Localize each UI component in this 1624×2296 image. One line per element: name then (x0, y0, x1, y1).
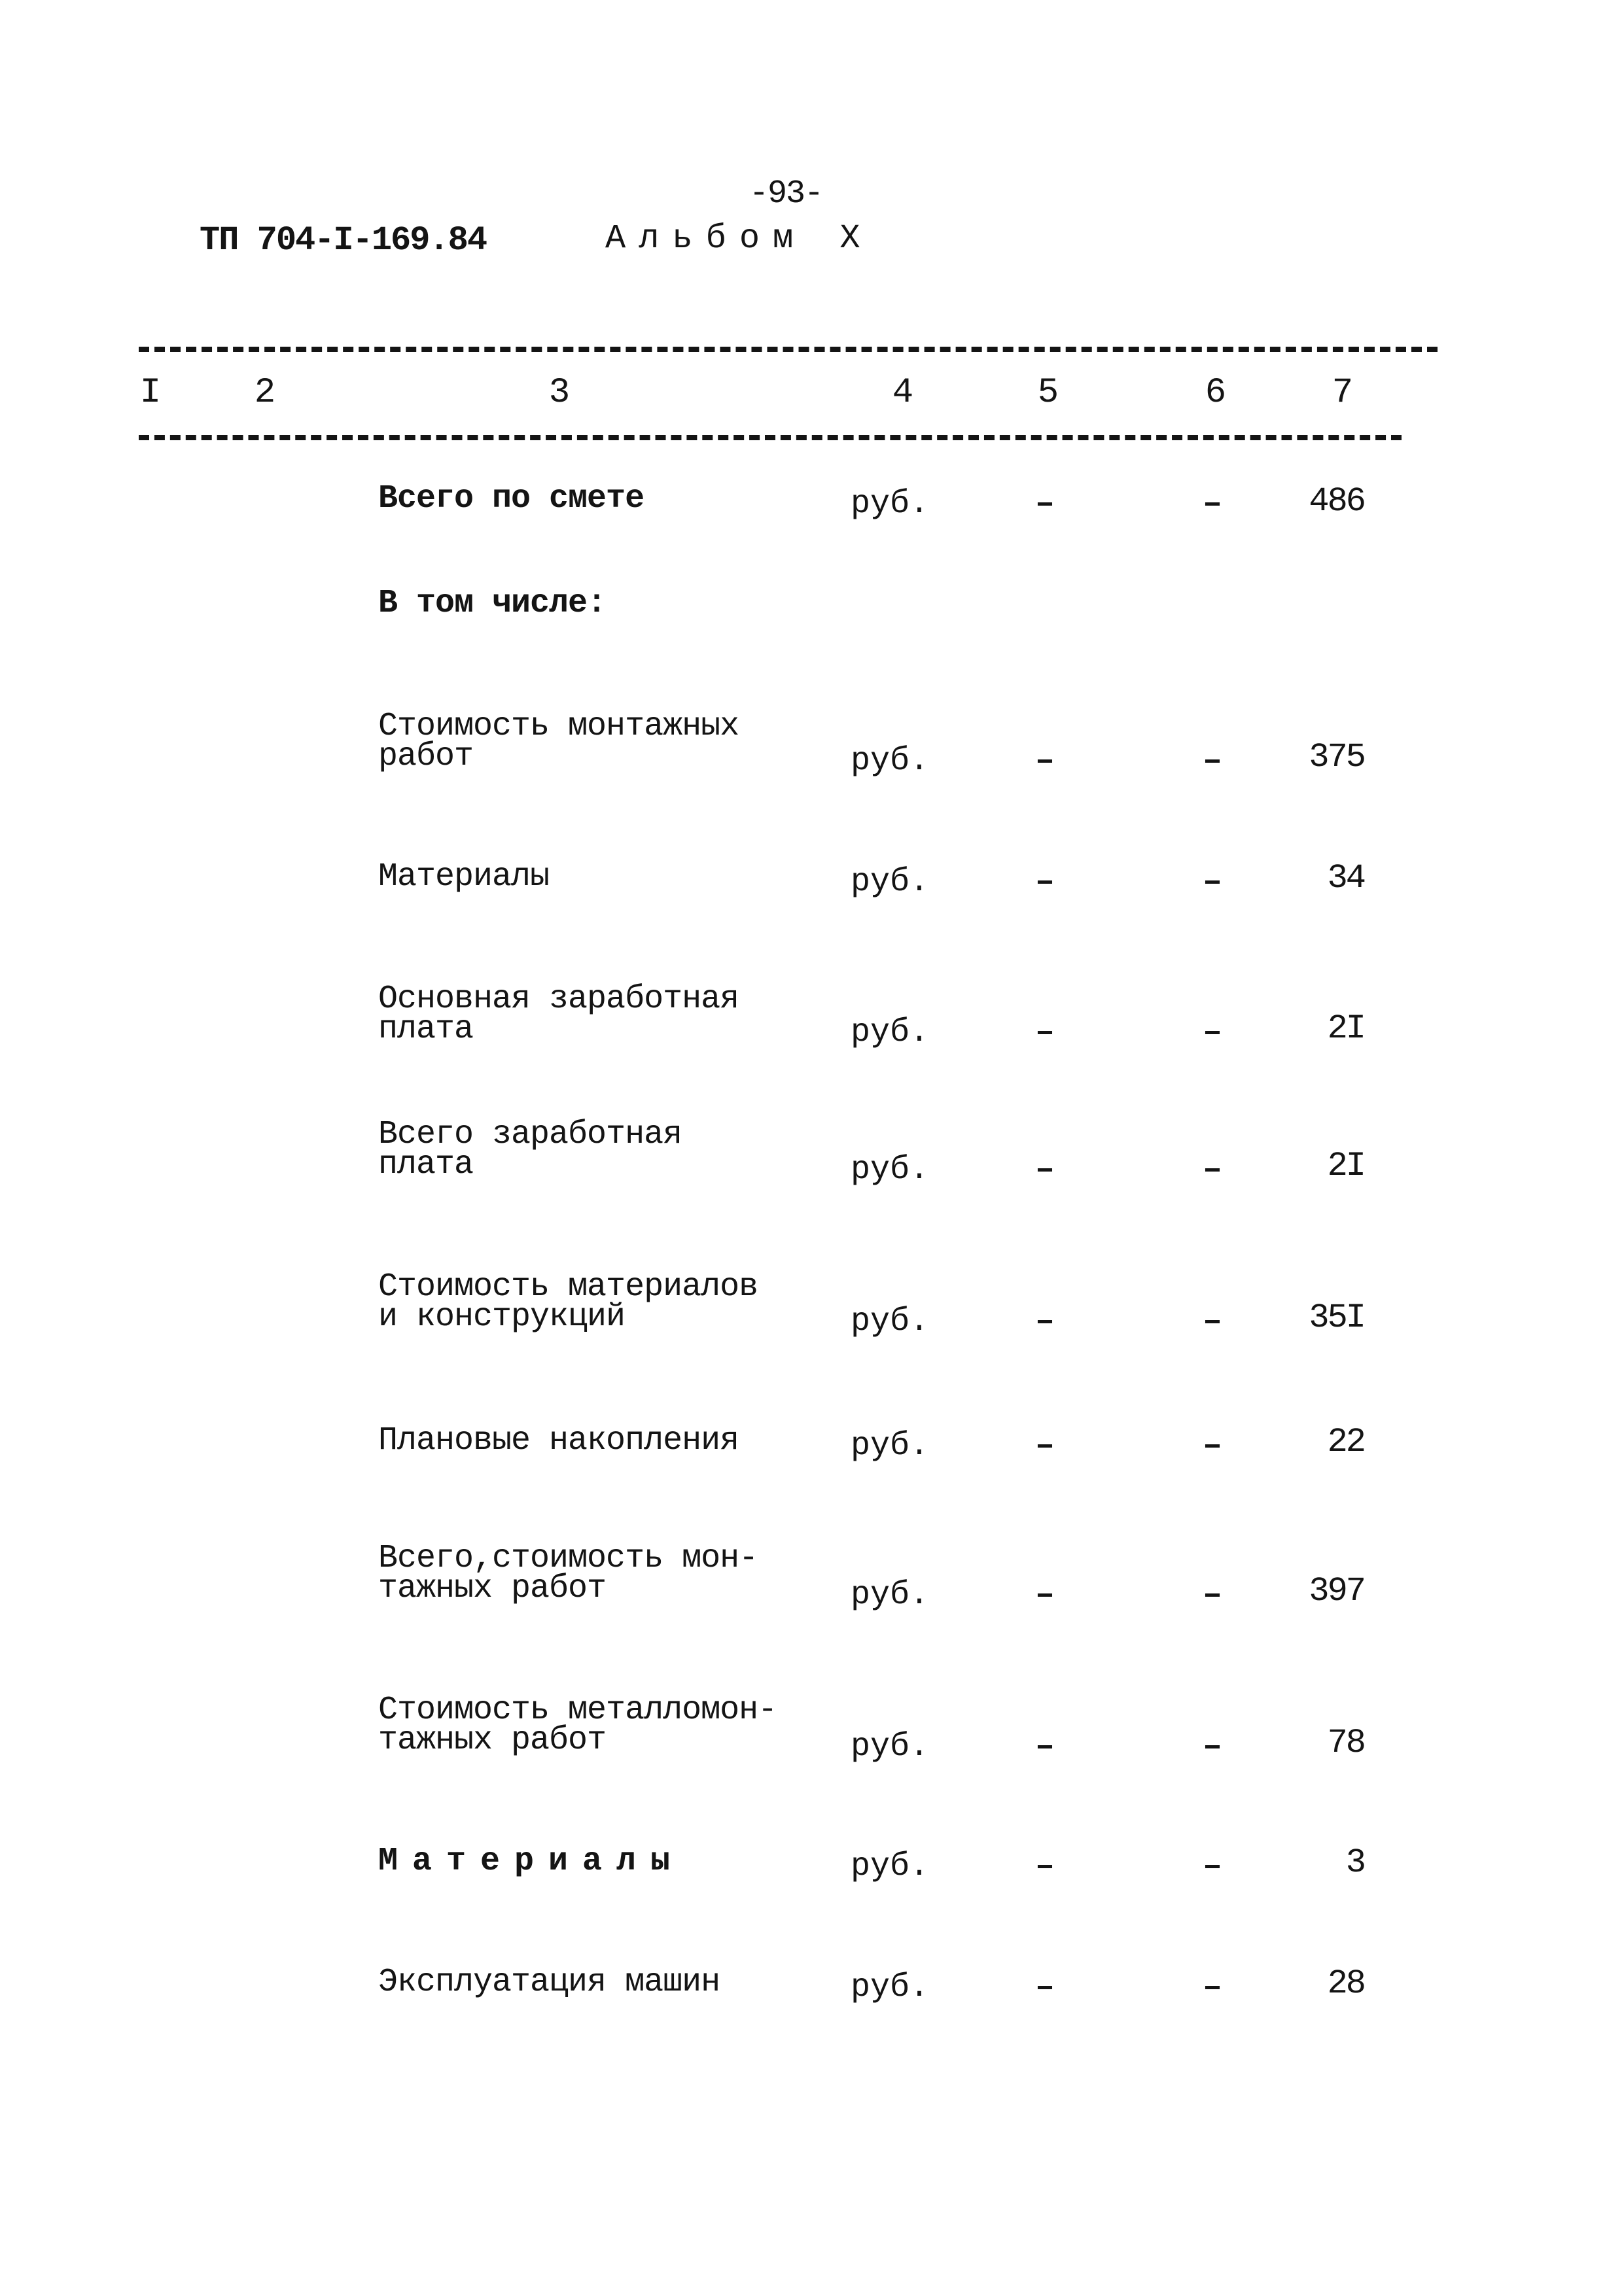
row-label: Основная заработная плата (378, 981, 739, 1048)
row-unit: руб. (851, 863, 930, 901)
row-col6-dash: – (1203, 1151, 1223, 1189)
row-col6-dash: – (1203, 485, 1223, 523)
row-col5-dash: – (1035, 1014, 1055, 1051)
row-col5-dash: – (1035, 1969, 1055, 2006)
row-unit: руб. (851, 1014, 930, 1051)
row-col6-dash: – (1203, 742, 1223, 780)
column-header-3: 3 (548, 373, 571, 413)
row-unit: руб. (851, 485, 930, 523)
row-col6-dash: – (1203, 1427, 1223, 1465)
row-label: Стоимость материалов и конструкций (378, 1268, 758, 1336)
row-col6-dash: – (1203, 1014, 1223, 1051)
row-value: 2I (1327, 1147, 1364, 1185)
row-col5-dash: – (1035, 1728, 1055, 1765)
row-label: Всего,стоимость мон- тажных работ (378, 1540, 758, 1607)
page-number: -93- (749, 175, 823, 213)
row-col6-dash: – (1203, 1728, 1223, 1765)
document-code: ТП 704-I-169.84 (200, 221, 487, 260)
column-header-6: 6 (1205, 373, 1227, 413)
row-value: 78 (1327, 1724, 1364, 1762)
row-label: Всего заработная плата (378, 1116, 682, 1183)
row-unit: руб. (851, 1427, 930, 1465)
row-col6-dash: – (1203, 1848, 1223, 1885)
row-value: 22 (1327, 1423, 1364, 1461)
column-header-2: 2 (254, 373, 276, 413)
row-value: 375 (1309, 738, 1364, 776)
row-label: Эксплуатация машин (378, 1964, 720, 2001)
row-col6-dash: – (1203, 1969, 1223, 2006)
row-value: 486 (1309, 482, 1364, 521)
row-label: Стоимость металломон- тажных работ (378, 1692, 777, 1759)
row-col5-dash: – (1035, 485, 1055, 523)
row-unit: руб. (851, 1728, 930, 1765)
column-header-4: 4 (892, 373, 914, 413)
row-label: Плановые накопления (378, 1422, 739, 1459)
row-col5-dash: – (1035, 742, 1055, 780)
row-value: 2I (1327, 1009, 1364, 1048)
column-header-5: 5 (1037, 373, 1059, 413)
row-value: 34 (1327, 859, 1364, 897)
row-unit: руб. (851, 1151, 930, 1189)
row-col5-dash: – (1035, 1151, 1055, 1189)
row-col6-dash: – (1203, 863, 1223, 901)
column-header-7: 7 (1332, 373, 1354, 413)
row-value: 28 (1327, 1964, 1364, 2003)
row-col5-dash: – (1035, 1303, 1055, 1340)
row-label: Материалы (378, 858, 550, 896)
row-unit: руб. (851, 1969, 930, 2006)
row-unit: руб. (851, 742, 930, 780)
row-col5-dash: – (1035, 863, 1055, 901)
header-top-rule (139, 347, 1438, 352)
header-bottom-rule (139, 435, 1402, 440)
row-col5-dash: – (1035, 1848, 1055, 1885)
row-label: Всего по смете (378, 480, 644, 517)
album-title: Альбом X (605, 219, 874, 258)
row-unit: руб. (851, 1576, 930, 1614)
row-label: Стоимость монтажных работ (378, 708, 739, 775)
row-value: 35I (1309, 1298, 1364, 1337)
row-value: 3 (1345, 1843, 1364, 1882)
row-col6-dash: – (1203, 1576, 1223, 1614)
column-header-1: I (139, 373, 162, 413)
row-label: Материалы (378, 1843, 685, 1880)
row-col5-dash: – (1035, 1576, 1055, 1614)
row-unit: руб. (851, 1848, 930, 1885)
row-value: 397 (1309, 1572, 1364, 1610)
row-col5-dash: – (1035, 1427, 1055, 1465)
row-label: В том числе: (378, 585, 607, 622)
row-unit: руб. (851, 1303, 930, 1340)
row-col6-dash: – (1203, 1303, 1223, 1340)
